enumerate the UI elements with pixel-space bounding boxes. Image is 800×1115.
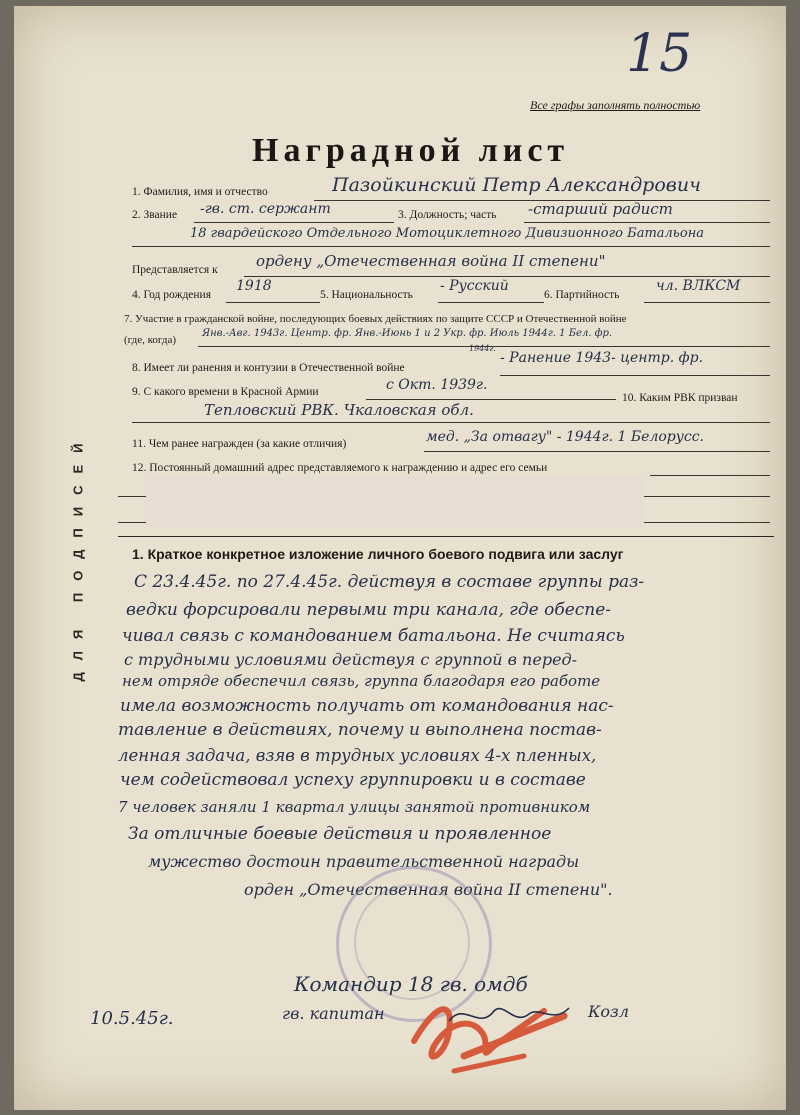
field-12-label: 12. Постоянный домашний адрес представляемого к награждению и адрес его семьи: [132, 462, 548, 474]
narrative-line: чем содействовал успеху группировки и в составе: [120, 770, 586, 790]
signature-date: 10.5.45г.: [90, 1008, 174, 1029]
narrative-line: ведки форсировали первыми три канала, где обеспе-: [126, 600, 612, 620]
field-4-label: 4. Год рождения: [132, 289, 211, 301]
field-11-value: мед. „За отвагу" - 1944г. 1 Белорусс.: [426, 429, 704, 445]
commander-signature: [444, 996, 574, 1036]
redaction-block: [146, 477, 644, 527]
field-2-value: -гв. ст. сержант: [200, 201, 331, 217]
field-7-note: 1944г.: [469, 344, 496, 353]
signature-name: Козл: [588, 1002, 629, 1021]
field-5-label: 5. Национальность: [320, 289, 413, 301]
side-label-text: ДЛЯ ПОДПИСЕЙ: [70, 431, 86, 681]
narrative-line: с трудными условиями действуя с группой в перед-: [124, 650, 578, 669]
field-1-value: Пазойкинский Петр Александрович: [332, 174, 701, 196]
signatures-side-label: [58, 336, 98, 776]
field-5-value: - Русский: [440, 278, 509, 294]
narrative-line: орден „Отечественная война II степени".: [244, 880, 613, 899]
narrative-line: За отличные боевые действия и проявленное: [128, 824, 552, 844]
field-4-value: 1918: [236, 278, 272, 294]
field-8-value: - Ранение 1943- центр. фр.: [500, 350, 704, 366]
narrative-line: нем отряде обеспечил связь, группа благодаря его работе: [122, 672, 601, 690]
signature-line-2: гв. капитан: [282, 1004, 385, 1023]
page-title: Наградной лист: [252, 132, 570, 169]
award-sheet: [14, 6, 786, 1110]
presented-value: ордену „Отечественная война II степени": [256, 252, 606, 270]
field-10-label: 10. Каким РВК призван: [622, 392, 738, 404]
field-11-label: 11. Чем ранее награжден (за какие отличия): [132, 438, 347, 450]
field-7-value: Янв.-Авг. 1943г. Центр. фр. Янв.-Июнь 1 и 2 Укр. фр. Июль 1944г. 1 Бел. фр.: [202, 328, 613, 339]
field-1-label: 1. Фамилия, имя и отчество: [132, 186, 268, 198]
field-9-label: 9. С какого времени в Красной Армии: [132, 386, 319, 398]
signature-line-1: Командир 18 гв. омдб: [294, 972, 528, 996]
field-7-label-a: 7. Участие в гражданской войне, последующих боевых действиях по защите СССР и Отечественной войне: [124, 313, 627, 325]
narrative-line: ленная задача, взяв в трудных условиях 4-х пленных,: [118, 746, 597, 765]
field-6-label: 6. Партийность: [544, 289, 620, 301]
narrative-line: имела возможность получать от командования нас-: [120, 696, 614, 716]
fill-instruction: Все графы заполнять полностью: [530, 98, 701, 112]
narrative-line: чивал связь с командованием батальона. Не считаясь: [122, 626, 625, 646]
narrative-line: тавление в действиях, почему и выполнена постав-: [118, 720, 602, 740]
narrative-line: мужество достоин правительственной награды: [148, 852, 580, 871]
field-3-label: 3. Должность; часть: [398, 209, 497, 221]
presented-label: Представляется к: [132, 264, 218, 276]
section-heading: 1. Краткое конкретное изложение личного боевого подвига или заслуг: [132, 546, 624, 562]
unit-value: 18 гвардейского Отдельного Мотоциклетного Дивизионного Батальона: [190, 226, 705, 241]
field-7-label-b: (где, когда): [124, 334, 176, 346]
field-2-label: 2. Звание: [132, 209, 178, 221]
field-10-value: Тепловский РВК. Чкаловская обл.: [204, 401, 474, 419]
narrative-line: С 23.4.45г. по 27.4.45г. действуя в составе группы раз-: [134, 572, 645, 592]
narrative-line: 7 человек заняли 1 квартал улицы занятой противником: [118, 798, 591, 816]
field-6-value: чл. ВЛКСМ: [656, 278, 741, 294]
field-3-value: -старший радист: [528, 200, 673, 218]
field-9-value: с Окт. 1939г.: [386, 377, 488, 393]
field-8-label: 8. Имеет ли ранения и контузии в Отечественной войне: [132, 362, 405, 374]
corner-number: 15: [626, 24, 693, 84]
